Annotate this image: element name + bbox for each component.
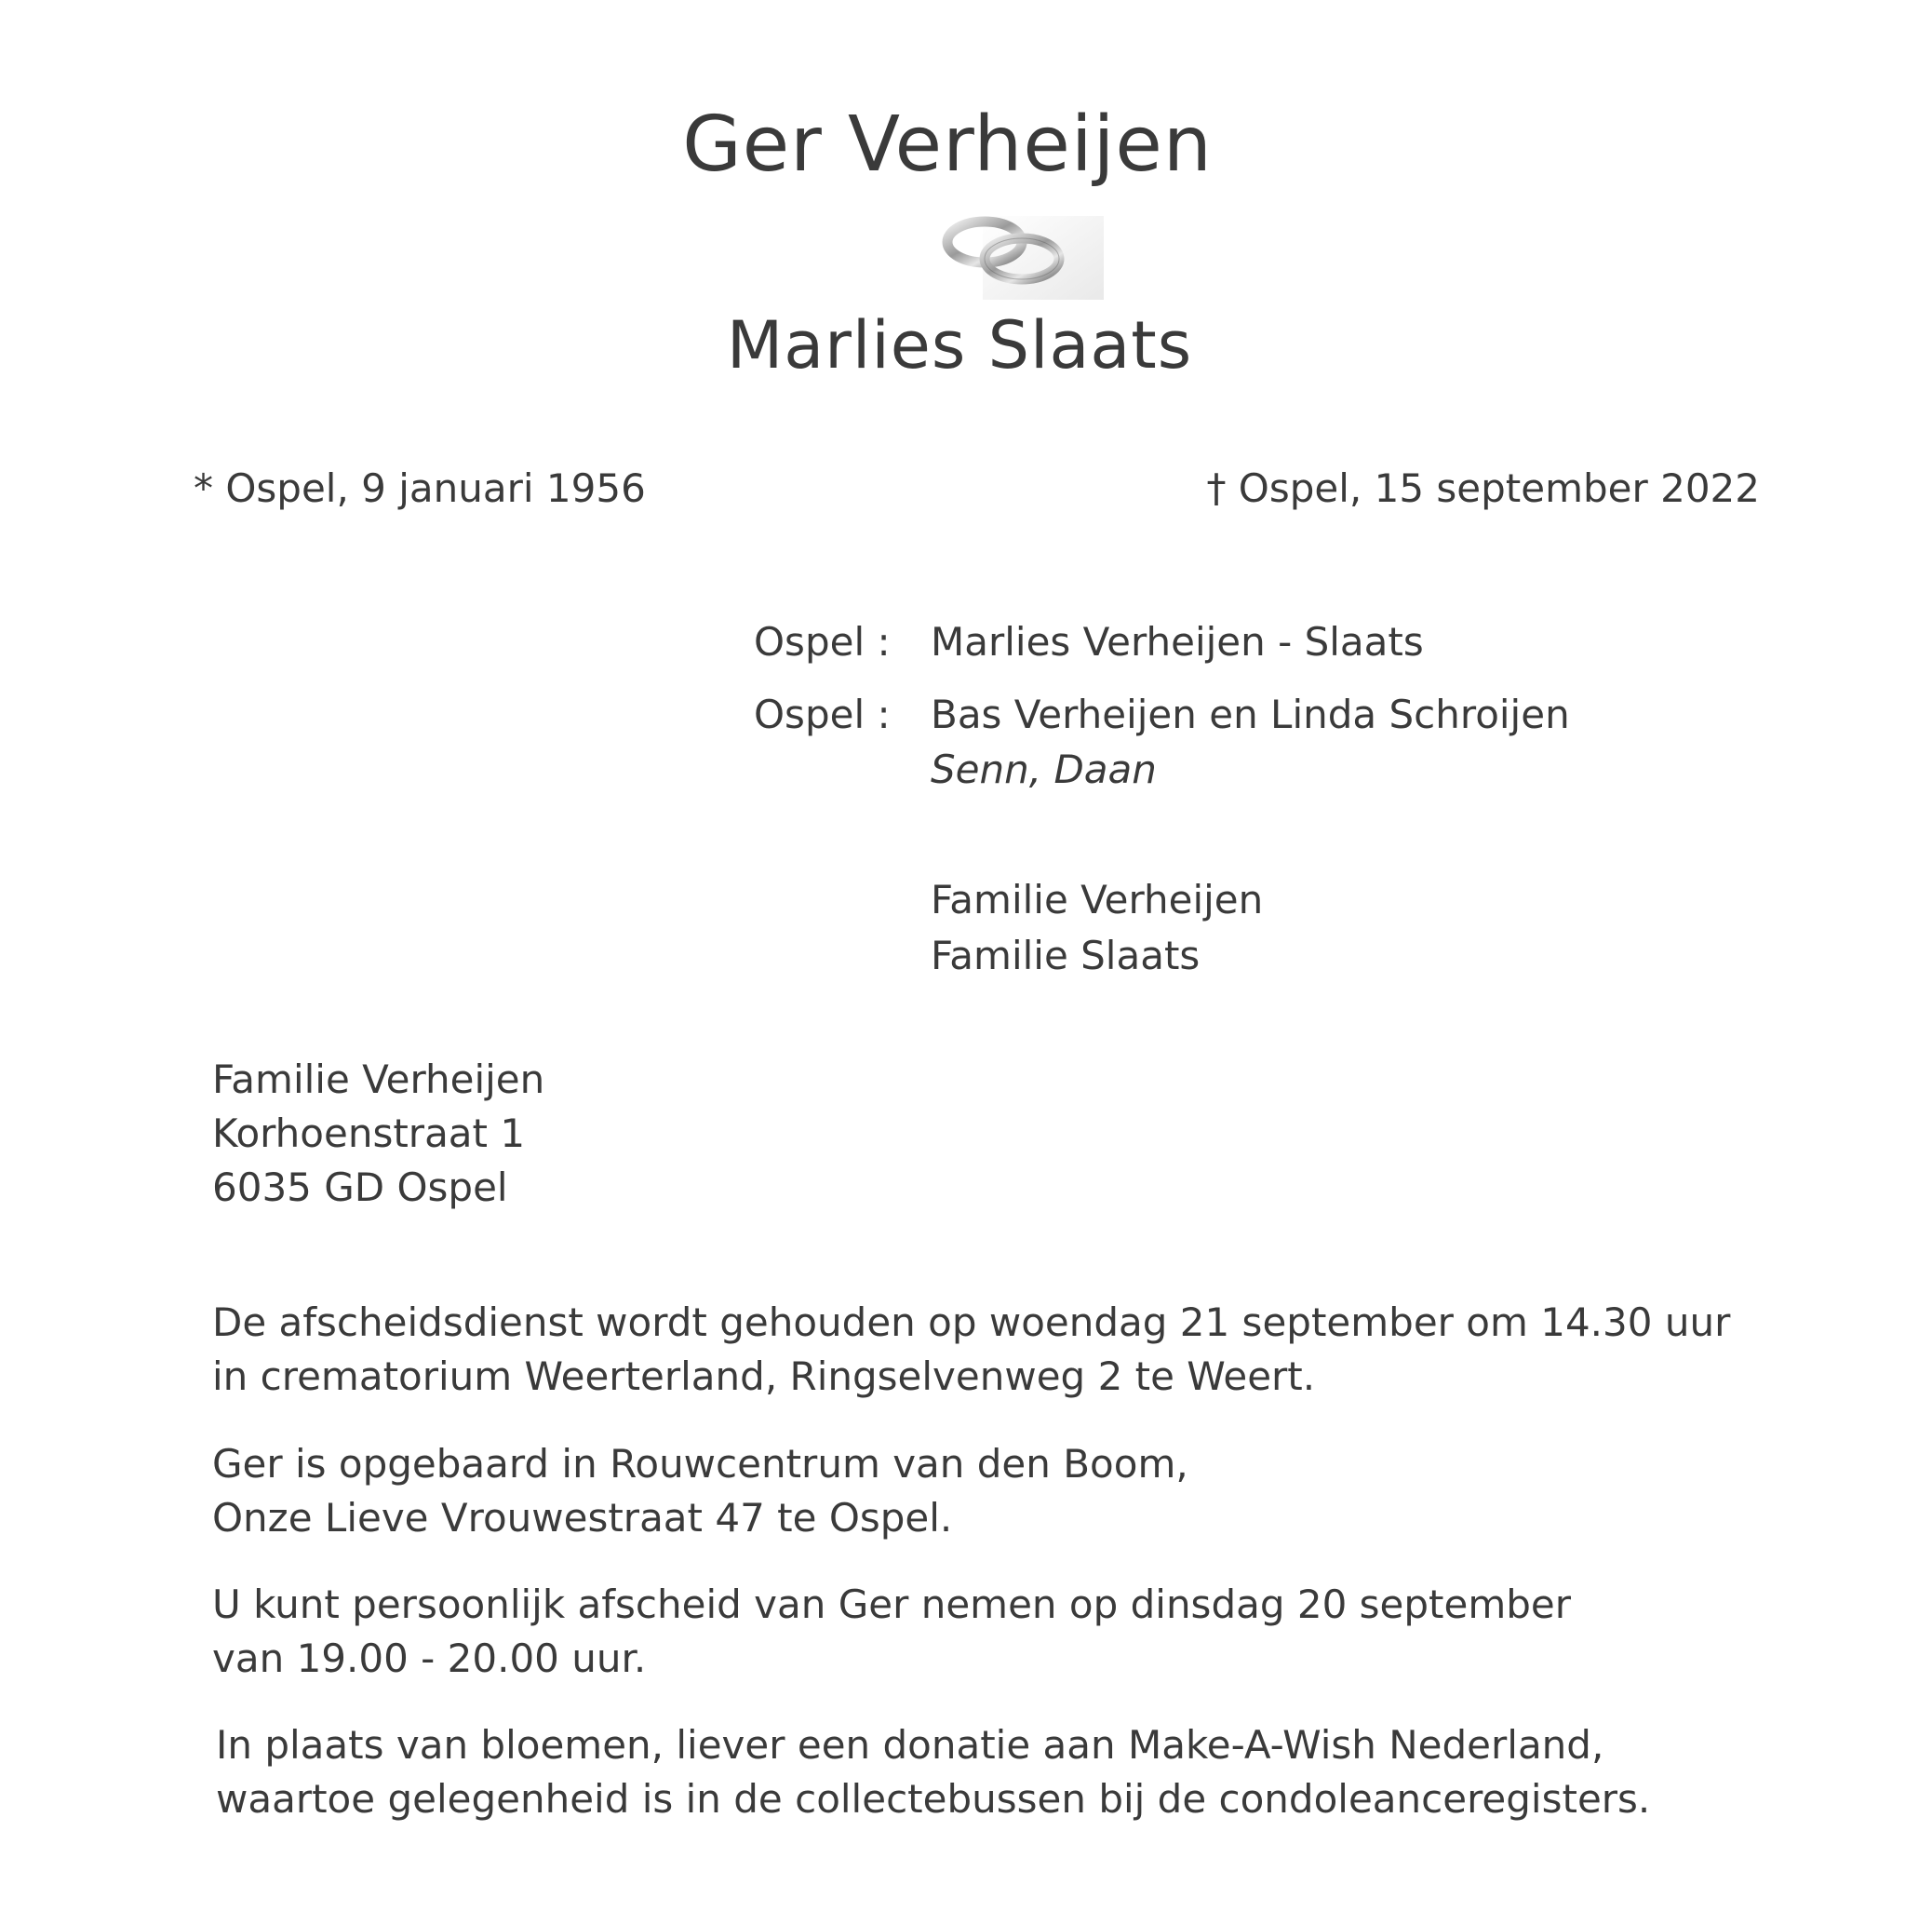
wedding-rings-icon bbox=[918, 207, 1104, 300]
death-date: † Ospel, 15 september 2022 bbox=[1206, 465, 1760, 511]
grandchildren-names: Senn, Daan bbox=[931, 747, 1157, 792]
service-paragraph bbox=[212, 1296, 1730, 1404]
address-street: Korhoenstraat 1 bbox=[212, 1111, 526, 1156]
family-line: Familie Slaats bbox=[931, 933, 1201, 978]
paragraph-line: De afscheidsdienst wordt gehouden op woendag 21 september om 14.30 uur bbox=[212, 1299, 1731, 1345]
birth-date: * Ospel, 9 januari 1956 bbox=[194, 465, 646, 511]
relative-names: Marlies Verheijen - Slaats bbox=[931, 619, 1424, 665]
spouse-name: Marlies Slaats bbox=[726, 307, 1193, 384]
paragraph-line: In plaats van bloemen, liever een donatie aan Make-A-Wish Nederland, bbox=[216, 1722, 1604, 1768]
paragraph-line: U kunt persoonlijk afscheid van Ger nemen op dinsdag 20 september bbox=[212, 1582, 1572, 1627]
paragraph-line: van 19.00 - 20.00 uur. bbox=[212, 1636, 647, 1681]
address-postal: 6035 GD Ospel bbox=[212, 1164, 508, 1210]
farewell-paragraph bbox=[212, 1578, 1571, 1686]
laid-out-paragraph bbox=[212, 1437, 1188, 1545]
deceased-name: Ger Verheijen bbox=[682, 101, 1213, 189]
address-name: Familie Verheijen bbox=[212, 1057, 545, 1102]
paragraph-line: waartoe gelegenheid is in de collectebussen bij de condoleanceregisters. bbox=[216, 1776, 1651, 1822]
paragraph-line: Ger is opgebaard in Rouwcentrum van den Boom, bbox=[212, 1441, 1188, 1487]
family-line: Familie Verheijen bbox=[931, 877, 1264, 922]
donation-paragraph bbox=[216, 1718, 1650, 1826]
relative-place: Ospel : bbox=[754, 692, 891, 737]
paragraph-line: in crematorium Weerterland, Ringselvenweg 2 te Weert. bbox=[212, 1353, 1316, 1399]
relative-names: Bas Verheijen en Linda Schroijen bbox=[931, 692, 1570, 737]
paragraph-line: Onze Lieve Vrouwestraat 47 te Ospel. bbox=[212, 1495, 953, 1541]
relative-place: Ospel : bbox=[754, 619, 891, 665]
